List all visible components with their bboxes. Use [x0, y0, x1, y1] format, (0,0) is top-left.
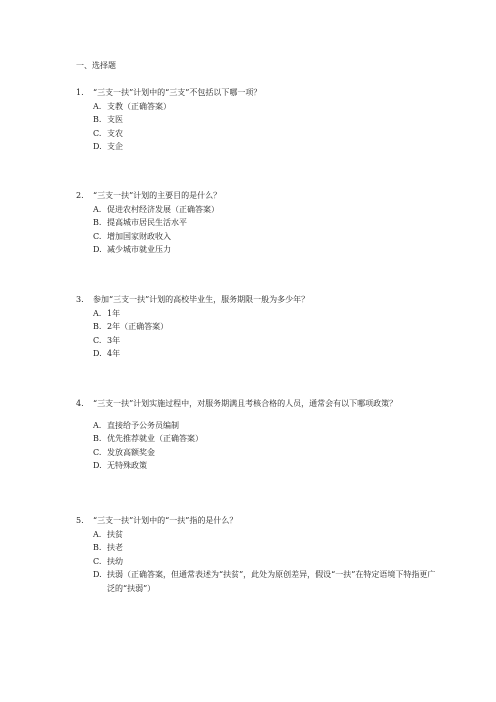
option-c [93, 127, 436, 140]
option-d [93, 459, 436, 472]
option-text: 无特殊政策 [107, 461, 147, 471]
option-letter: C. [93, 335, 102, 345]
option-text: 直接给予公务员编制 [107, 421, 179, 430]
option-d [93, 243, 436, 256]
section-title: 一、选择题 [76, 61, 116, 70]
option-text: 支企 [107, 142, 123, 152]
option-text: 支教（正确答案） [107, 102, 171, 111]
option-letter: C. [93, 556, 102, 566]
option-letter: D. [93, 142, 102, 152]
option-text: 提高城市居民生活水平 [107, 218, 187, 228]
option-text: 2年（正确答案） [107, 322, 169, 332]
option-d [93, 568, 436, 595]
option-a [93, 419, 436, 432]
option-text: 1年 [107, 309, 121, 318]
option-letter: A. [93, 530, 102, 539]
question-3 [76, 294, 436, 361]
option-letter: C. [93, 231, 102, 241]
option-text: 促进农村经济发展（正确答案） [107, 205, 219, 214]
option-a [93, 100, 436, 113]
option-text: 扶弱（正确答案，但通常表述为“扶贫”，此处为原创差异，假设“一扶”在特定语境下特指更广泛的“扶弱”） [107, 570, 436, 593]
question-number: 2. [76, 191, 84, 200]
option-a [93, 307, 436, 320]
question-text: “三支一扶”计划实施过程中，对服务期满且考核合格的人员，通常会有以下哪项政策？ [93, 399, 398, 408]
option-b [93, 432, 436, 445]
option-text: 扶幼 [107, 556, 123, 566]
option-letter: D. [93, 461, 102, 471]
option-letter: B. [93, 115, 102, 125]
question-text: “三支一扶”计划中的“一扶”指的是什么？ [93, 516, 238, 525]
option-b [93, 541, 436, 554]
option-letter: B. [93, 322, 102, 332]
option-letter: A. [93, 102, 102, 111]
option-d [93, 140, 436, 153]
option-letter: A. [93, 421, 102, 430]
option-letter: B. [93, 543, 102, 553]
option-text: 支医 [107, 115, 123, 125]
option-text: 发放高额奖金 [107, 447, 155, 457]
option-b [93, 216, 436, 229]
option-text: 增加国家财政收入 [107, 231, 171, 241]
option-a [93, 203, 436, 216]
option-b [93, 320, 436, 333]
option-letter: B. [93, 218, 102, 228]
option-text: 优先推荐就业（正确答案） [107, 434, 203, 444]
option-c [93, 334, 436, 347]
option-letter: A. [93, 309, 102, 318]
question-5 [76, 515, 436, 595]
option-letter: C. [93, 447, 102, 457]
option-text: 扶贫 [107, 530, 123, 539]
question-number: 5. [76, 516, 84, 525]
option-c [93, 446, 436, 459]
option-text: 减少城市就业压力 [107, 245, 171, 255]
option-letter: D. [93, 570, 102, 580]
question-text: “三支一扶”计划中的“三支”不包括以下哪一项？ [93, 88, 262, 97]
option-text: 扶老 [107, 543, 123, 553]
question-4 [76, 398, 436, 473]
option-text: 支农 [107, 128, 123, 138]
option-d [93, 347, 436, 360]
option-text: 3年 [107, 335, 121, 345]
question-2 [76, 190, 436, 257]
question-1 [76, 87, 436, 154]
option-letter: B. [93, 434, 102, 444]
question-text: “三支一扶”计划的主要目的是什么？ [93, 191, 222, 200]
option-c [93, 555, 436, 568]
option-letter: C. [93, 128, 102, 138]
option-c [93, 230, 436, 243]
question-number: 1. [76, 88, 84, 97]
question-number: 4. [76, 399, 84, 408]
option-letter: D. [93, 349, 102, 359]
option-b [93, 113, 436, 126]
option-text: 4年 [107, 349, 121, 359]
question-text: 参加“三支一扶”计划的高校毕业生，服务期限一般为多少年？ [93, 295, 310, 304]
option-a [93, 528, 436, 541]
option-letter: D. [93, 245, 102, 255]
question-number: 3. [76, 295, 84, 304]
option-letter: A. [93, 205, 102, 214]
